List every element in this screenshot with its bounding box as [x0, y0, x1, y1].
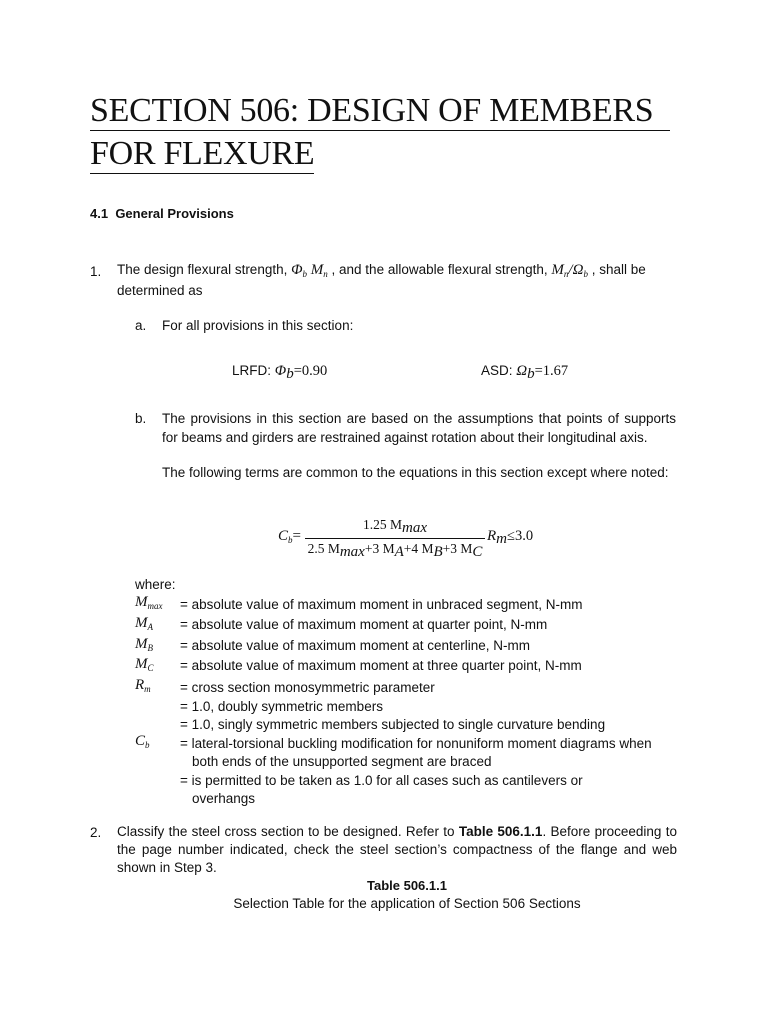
term-definition-rm: = cross section monosymmetric parameter: [180, 680, 435, 695]
item-1-text-a: The design flexural strength,: [117, 262, 292, 277]
equation-denominator: 2.5 $M_{max}+3$ $M_A+4$ $M_B+3$ $M_C$: [307, 541, 483, 560]
equation-fraction: [305, 516, 485, 561]
term-symbol-cb: $C_b$: [135, 733, 150, 750]
title-line-2: FOR FLEXURE: [90, 135, 315, 172]
item-1-line-1: [117, 262, 646, 279]
table-caption: Selection Table for the application of Section 506 Sections: [233, 896, 581, 911]
section-heading-text: General Provisions: [115, 206, 234, 221]
term-symbol-mb: $M_B$: [135, 636, 153, 653]
asd-formula: ASD: $\Omega_b=1.67$: [481, 363, 569, 382]
table-reference: Table 506.1.1: [458, 824, 543, 839]
item-1-text-c: , shall be: [587, 262, 646, 277]
term-definition-mmax: = absolute value of maximum moment in unbraced segment, N-mm: [180, 597, 583, 612]
term-definition-cb: = lateral-torsional buckling modification for nonuniform moment diagrams when: [180, 736, 652, 751]
rm-value-singly: = 1.0, singly symmetric members subjected to single curvature bending: [180, 717, 606, 732]
item-1a-text: For all provisions in this section:: [162, 318, 354, 333]
item-1b-para-2: The following terms are common to the equations in this section except where noted:: [162, 465, 669, 480]
rm-value-doubly: = 1.0, doubly symmetric members: [180, 699, 383, 714]
equation-rhs: $R_m\le 3.0$: [487, 528, 534, 547]
item-1-number: 1.: [90, 264, 102, 279]
term-definition-mc: = absolute value of maximum moment at three quarter point, N-mm: [180, 658, 582, 673]
term-symbol-mmax: $M_{max}$: [135, 594, 163, 611]
term-symbol-mc: $M_C$: [135, 656, 154, 673]
term-definition-mb: = absolute value of maximum moment at centerline, N-mm: [180, 638, 531, 653]
title-line-1: SECTION 506: DESIGN OF MEMBERS: [90, 92, 670, 131]
table-title: Table 506.1.1: [367, 878, 447, 893]
lrfd-formula: LRFD: $\Phi_b=0.90$: [232, 363, 328, 382]
item-1-line-2: determined as: [117, 283, 203, 298]
term-symbol-rm: $R_m$: [135, 677, 151, 694]
item-1-text-b: , and the allowable flexural strength,: [327, 262, 552, 277]
item-2-text: Classify the steel cross section to be designed. Refer to Table 506.1.1. Before proceeding to the page number indicated, check the steel section’s compactness of the flange and web shown in Step 3.: [117, 824, 677, 875]
term-definition-ma: = absolute value of maximum moment at quarter point, N-mm: [180, 617, 548, 632]
phi-symbol: $\Phi_b$ $M_n$: [291, 262, 328, 279]
item-1b-letter: b.: [135, 411, 147, 426]
cb-permitted-note: = is permitted to be taken as 1.0 for all cases such as cantilevers or: [180, 773, 583, 788]
equation-numerator: 1.25 $M_{max}$: [362, 517, 427, 536]
item-2-number: 2.: [90, 825, 102, 840]
equation-lhs: $C_b=$: [278, 528, 301, 545]
section-number: 4.1: [90, 206, 109, 221]
term-symbol-ma: $M_A$: [135, 615, 153, 632]
section-heading: [90, 206, 234, 221]
item-1a-letter: a.: [135, 318, 147, 333]
page-title: [90, 92, 670, 175]
item-1b-para-1: The provisions in this section are based on the assumptions that points of supports for beams and girders are restrained against rotation about their longitudinal axis.: [162, 411, 676, 445]
where-label: where:: [135, 577, 176, 592]
mn-omega-symbol: $M_n/\Omega_b$: [551, 262, 588, 279]
cb-permitted-note-cont: overhangs: [192, 791, 256, 806]
term-definition-cb-cont: both ends of the unsupported segment are braced: [192, 754, 492, 769]
fraction-bar: [305, 538, 485, 539]
